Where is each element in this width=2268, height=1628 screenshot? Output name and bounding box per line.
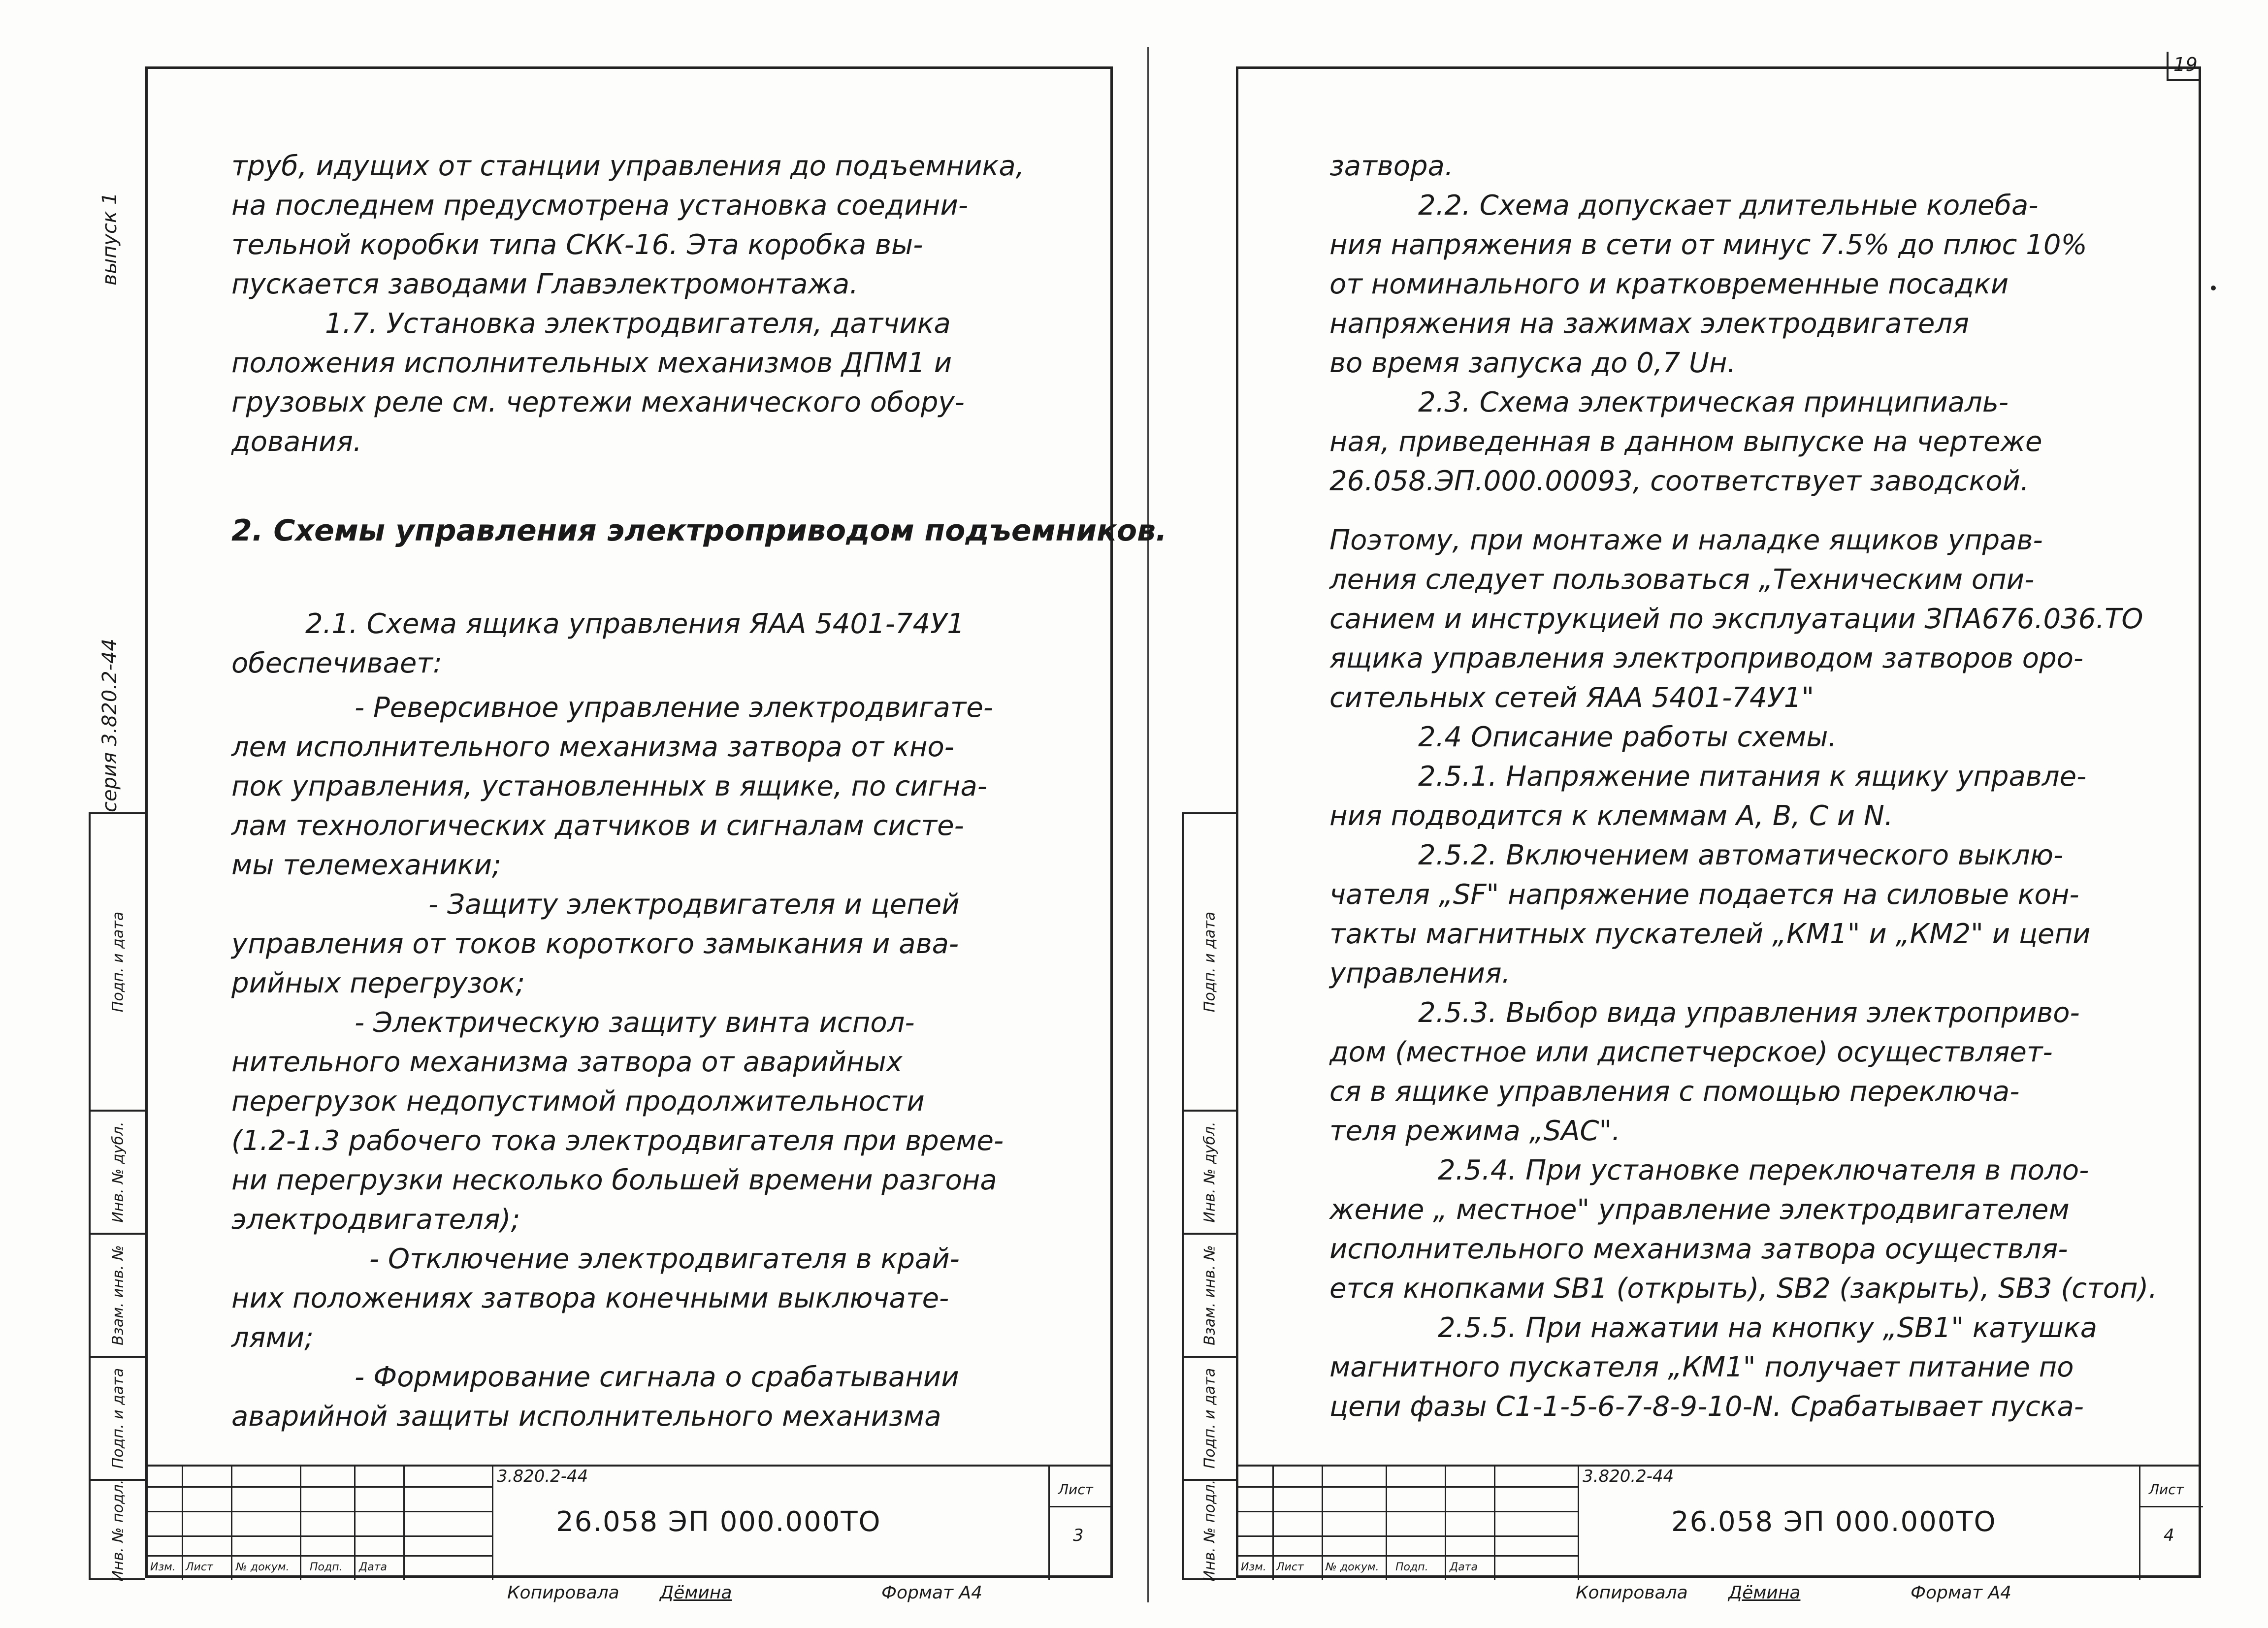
margin-dot bbox=[2211, 286, 2216, 290]
text-line: аварийной защиты исполнительного механизма bbox=[231, 1401, 941, 1433]
stamp-sheet-number: 3 bbox=[1073, 1526, 1084, 1545]
right-binding-strip bbox=[1182, 812, 1236, 1580]
text-line: 2.2. Схема допускает длительные колеба- bbox=[1418, 190, 2039, 222]
text-line: Поэтому, при монтаже и наладке ящиков управ- bbox=[1329, 524, 2043, 556]
text-line: электродвигателя); bbox=[231, 1204, 520, 1236]
text-line: обеспечивает: bbox=[231, 647, 442, 679]
stamp-col-label: Лист bbox=[1276, 1561, 1304, 1573]
text-line: от номинального и кратковременные посадки bbox=[1329, 268, 2009, 300]
stamp-col-label: Подп. bbox=[1395, 1561, 1428, 1573]
side-label-repl-inv-r: Взам. инв. № bbox=[1201, 1245, 1219, 1345]
text-line: санием и инструкцией по эксплуатации ЗПА676.036.ТО bbox=[1329, 603, 2143, 635]
text-line: 1.7. Установка электродвигателя, датчика bbox=[325, 308, 951, 340]
stamp-sheet-label: Лист bbox=[1058, 1481, 1093, 1498]
text-line: тельной коробки типа СКК-16. Эта коробка вы- bbox=[231, 229, 923, 261]
text-line: 2.4 Описание работы схемы. bbox=[1418, 721, 1837, 753]
text-line: труб, идущих от станции управления до подъемника, bbox=[231, 150, 1025, 182]
side-label-sign-date-2-r: Подп. и дата bbox=[1201, 1368, 1219, 1469]
text-line: (1.2-1.3 рабочего тока электродвигателя при време- bbox=[231, 1125, 1004, 1157]
corner-page-number: 19 bbox=[2173, 54, 2198, 75]
text-line: затвора. bbox=[1329, 150, 1454, 182]
text-line: ния подводится к клеммам А, В, С и N. bbox=[1329, 800, 1893, 832]
side-label-sign-date-1: Подп. и дата bbox=[109, 911, 127, 1013]
text-line: 2.5.1. Напряжение питания к ящику управле- bbox=[1418, 761, 2087, 793]
text-line: ся в ящике управления с помощью переключа- bbox=[1329, 1076, 2020, 1108]
text-line: - Защиту электродвигателя и цепей bbox=[428, 889, 960, 921]
text-line: перегрузок недопустимой продолжительности bbox=[231, 1085, 925, 1117]
text-line: теля режима „SAC". bbox=[1329, 1115, 1621, 1147]
stamp-doc-number: 26.058 ЭП 000.000ТО bbox=[556, 1506, 881, 1538]
stamp-col-label: Дата bbox=[1450, 1561, 1478, 1573]
text-line: положения исполнительных механизмов ДПМ1 и bbox=[231, 347, 952, 379]
stamp-col-label: Дата bbox=[359, 1561, 387, 1573]
right-footer-copied: Копировала bbox=[1576, 1583, 1688, 1603]
stamp-series-code: 3.820.2-44 bbox=[497, 1467, 588, 1486]
series-label: серия 3.820.2-44 bbox=[98, 638, 121, 812]
text-line: 26.058.ЭП.000.00093, соответствует заводской. bbox=[1329, 465, 2029, 497]
text-line: дом (местное или диспетчерское) осуществляет- bbox=[1329, 1036, 2053, 1068]
text-line: 2.5.2. Включением автоматического выклю- bbox=[1418, 839, 2064, 871]
side-label-sign-date-1-r: Подп. и дата bbox=[1201, 911, 1219, 1013]
text-line: на последнем предусмотрена установка соедини- bbox=[231, 190, 969, 222]
right-footer-signature: Дёмина bbox=[1728, 1583, 1801, 1603]
text-line: 2.5.3. Выбор вида управления электроприво- bbox=[1418, 997, 2080, 1029]
text-line: сительных сетей ЯАА 5401-74У1" bbox=[1329, 682, 1814, 714]
text-line: ления следует пользоваться „Техническим опи- bbox=[1329, 564, 2035, 596]
left-binding-strip bbox=[89, 812, 145, 1580]
text-line: чателя „SF" напряжение подается на силовые кон- bbox=[1329, 879, 2079, 911]
text-line: пок управления, установленных в ящике, по сигна- bbox=[231, 770, 987, 802]
stamp-doc-number: 26.058 ЭП 000.000ТО bbox=[1671, 1506, 1997, 1538]
text-line: лем исполнительного механизма затвора от кно- bbox=[231, 731, 954, 763]
text-line: - Электрическую защиту винта испол- bbox=[355, 1007, 915, 1039]
text-line: жение „ местное" управление электродвигателем bbox=[1329, 1194, 2070, 1226]
text-line: ния напряжения в сети от минус 7.5% до плюс 10% bbox=[1329, 229, 2087, 261]
side-label-repl-inv: Взам. инв. № bbox=[109, 1245, 127, 1345]
left-title-block bbox=[145, 1465, 1113, 1578]
stamp-col-label: № докум. bbox=[1326, 1561, 1379, 1573]
text-line: 2.1. Схема ящика управления ЯАА 5401-74У1 bbox=[305, 608, 965, 640]
text-line: ется кнопками SB1 (открыть), SB2 (закрыть), SB3 (стоп). bbox=[1329, 1273, 2158, 1305]
text-line: дования. bbox=[231, 426, 362, 458]
text-line: мы телемеханики; bbox=[231, 849, 501, 881]
text-line: ни перегрузки несколько большей времени разгона bbox=[231, 1164, 997, 1196]
stamp-col-label: Подп. bbox=[310, 1561, 343, 1573]
text-line: лам технологических датчиков и сигналам систе- bbox=[231, 810, 964, 842]
text-line: рийных перегрузок; bbox=[231, 967, 525, 999]
text-line: напряжения на зажимах электродвигателя bbox=[1329, 308, 1969, 340]
text-line: них положениях затвора конечными выключате- bbox=[231, 1282, 949, 1314]
text-line: грузовых реле см. чертежи механического обору- bbox=[231, 386, 965, 418]
stamp-col-label: Изм. bbox=[1241, 1561, 1266, 1573]
left-footer-format: Формат А4 bbox=[881, 1583, 983, 1603]
side-label-sign-date-2: Подп. и дата bbox=[109, 1368, 127, 1469]
text-line: нительного механизма затвора от аварийных bbox=[231, 1046, 903, 1078]
left-footer-signature: Дёмина bbox=[660, 1583, 732, 1603]
stamp-sheet-number: 4 bbox=[2164, 1526, 2174, 1545]
stamp-col-label: Лист bbox=[186, 1561, 213, 1573]
right-footer-format: Формат А4 bbox=[1911, 1583, 2012, 1603]
text-line: ная, приведенная в данном выпуске на чертеже bbox=[1329, 426, 2042, 458]
corner-page-box bbox=[2167, 52, 2201, 81]
section-heading: 2. Схемы управления электроприводом подъемников. bbox=[231, 513, 1167, 548]
text-line: 2.5.4. При установке переключателя в поло- bbox=[1438, 1154, 2089, 1186]
side-label-orig-inv-r: Инв. № подл. bbox=[1201, 1479, 1219, 1582]
text-line: во время запуска до 0,7 Uн. bbox=[1329, 347, 1736, 379]
text-line: - Отключение электродвигателя в край- bbox=[369, 1243, 960, 1275]
text-line: - Формирование сигнала о срабатывании bbox=[355, 1361, 959, 1393]
stamp-series-code: 3.820.2-44 bbox=[1583, 1467, 1674, 1486]
text-line: исполнительного механизма затвора осуществля- bbox=[1329, 1233, 2068, 1265]
text-line: - Реверсивное управление электродвигате- bbox=[355, 692, 994, 724]
text-line: цепи фазы С1-1-5-6-7-8-9-10-N. Срабатывает пуска- bbox=[1329, 1391, 2084, 1423]
left-footer-copied: Копировала bbox=[507, 1583, 619, 1603]
text-line: магнитного пускателя „КМ1" получает питание по bbox=[1329, 1351, 2074, 1383]
side-label-dup-inv: Инв. № дубл. bbox=[109, 1121, 127, 1223]
stamp-sheet-label: Лист bbox=[2149, 1481, 2184, 1498]
stamp-col-label: № докум. bbox=[236, 1561, 290, 1573]
issue-label: выпуск 1 bbox=[98, 192, 121, 286]
right-title-block bbox=[1236, 1465, 2201, 1578]
side-label-dup-inv-r: Инв. № дубл. bbox=[1201, 1121, 1219, 1223]
text-line: такты магнитных пускателей „КМ1" и „КМ2" и цепи bbox=[1329, 918, 2091, 950]
stamp-col-label: Изм. bbox=[150, 1561, 176, 1573]
text-line: управления от токов короткого замыкания и ава- bbox=[231, 928, 959, 960]
fold-line bbox=[1147, 47, 1149, 1602]
text-line: управления. bbox=[1329, 958, 1511, 990]
text-line: 2.5.5. При нажатии на кнопку „SB1" катушка bbox=[1438, 1312, 2098, 1344]
text-line: 2.3. Схема электрическая принципиаль- bbox=[1418, 386, 2009, 418]
text-line: ящика управления электроприводом затворов оро- bbox=[1329, 642, 2084, 674]
text-line: лями; bbox=[231, 1322, 314, 1354]
text-line: пускается заводами Главэлектромонтажа. bbox=[231, 268, 859, 300]
side-label-orig-inv: Инв. № подл. bbox=[109, 1479, 127, 1582]
